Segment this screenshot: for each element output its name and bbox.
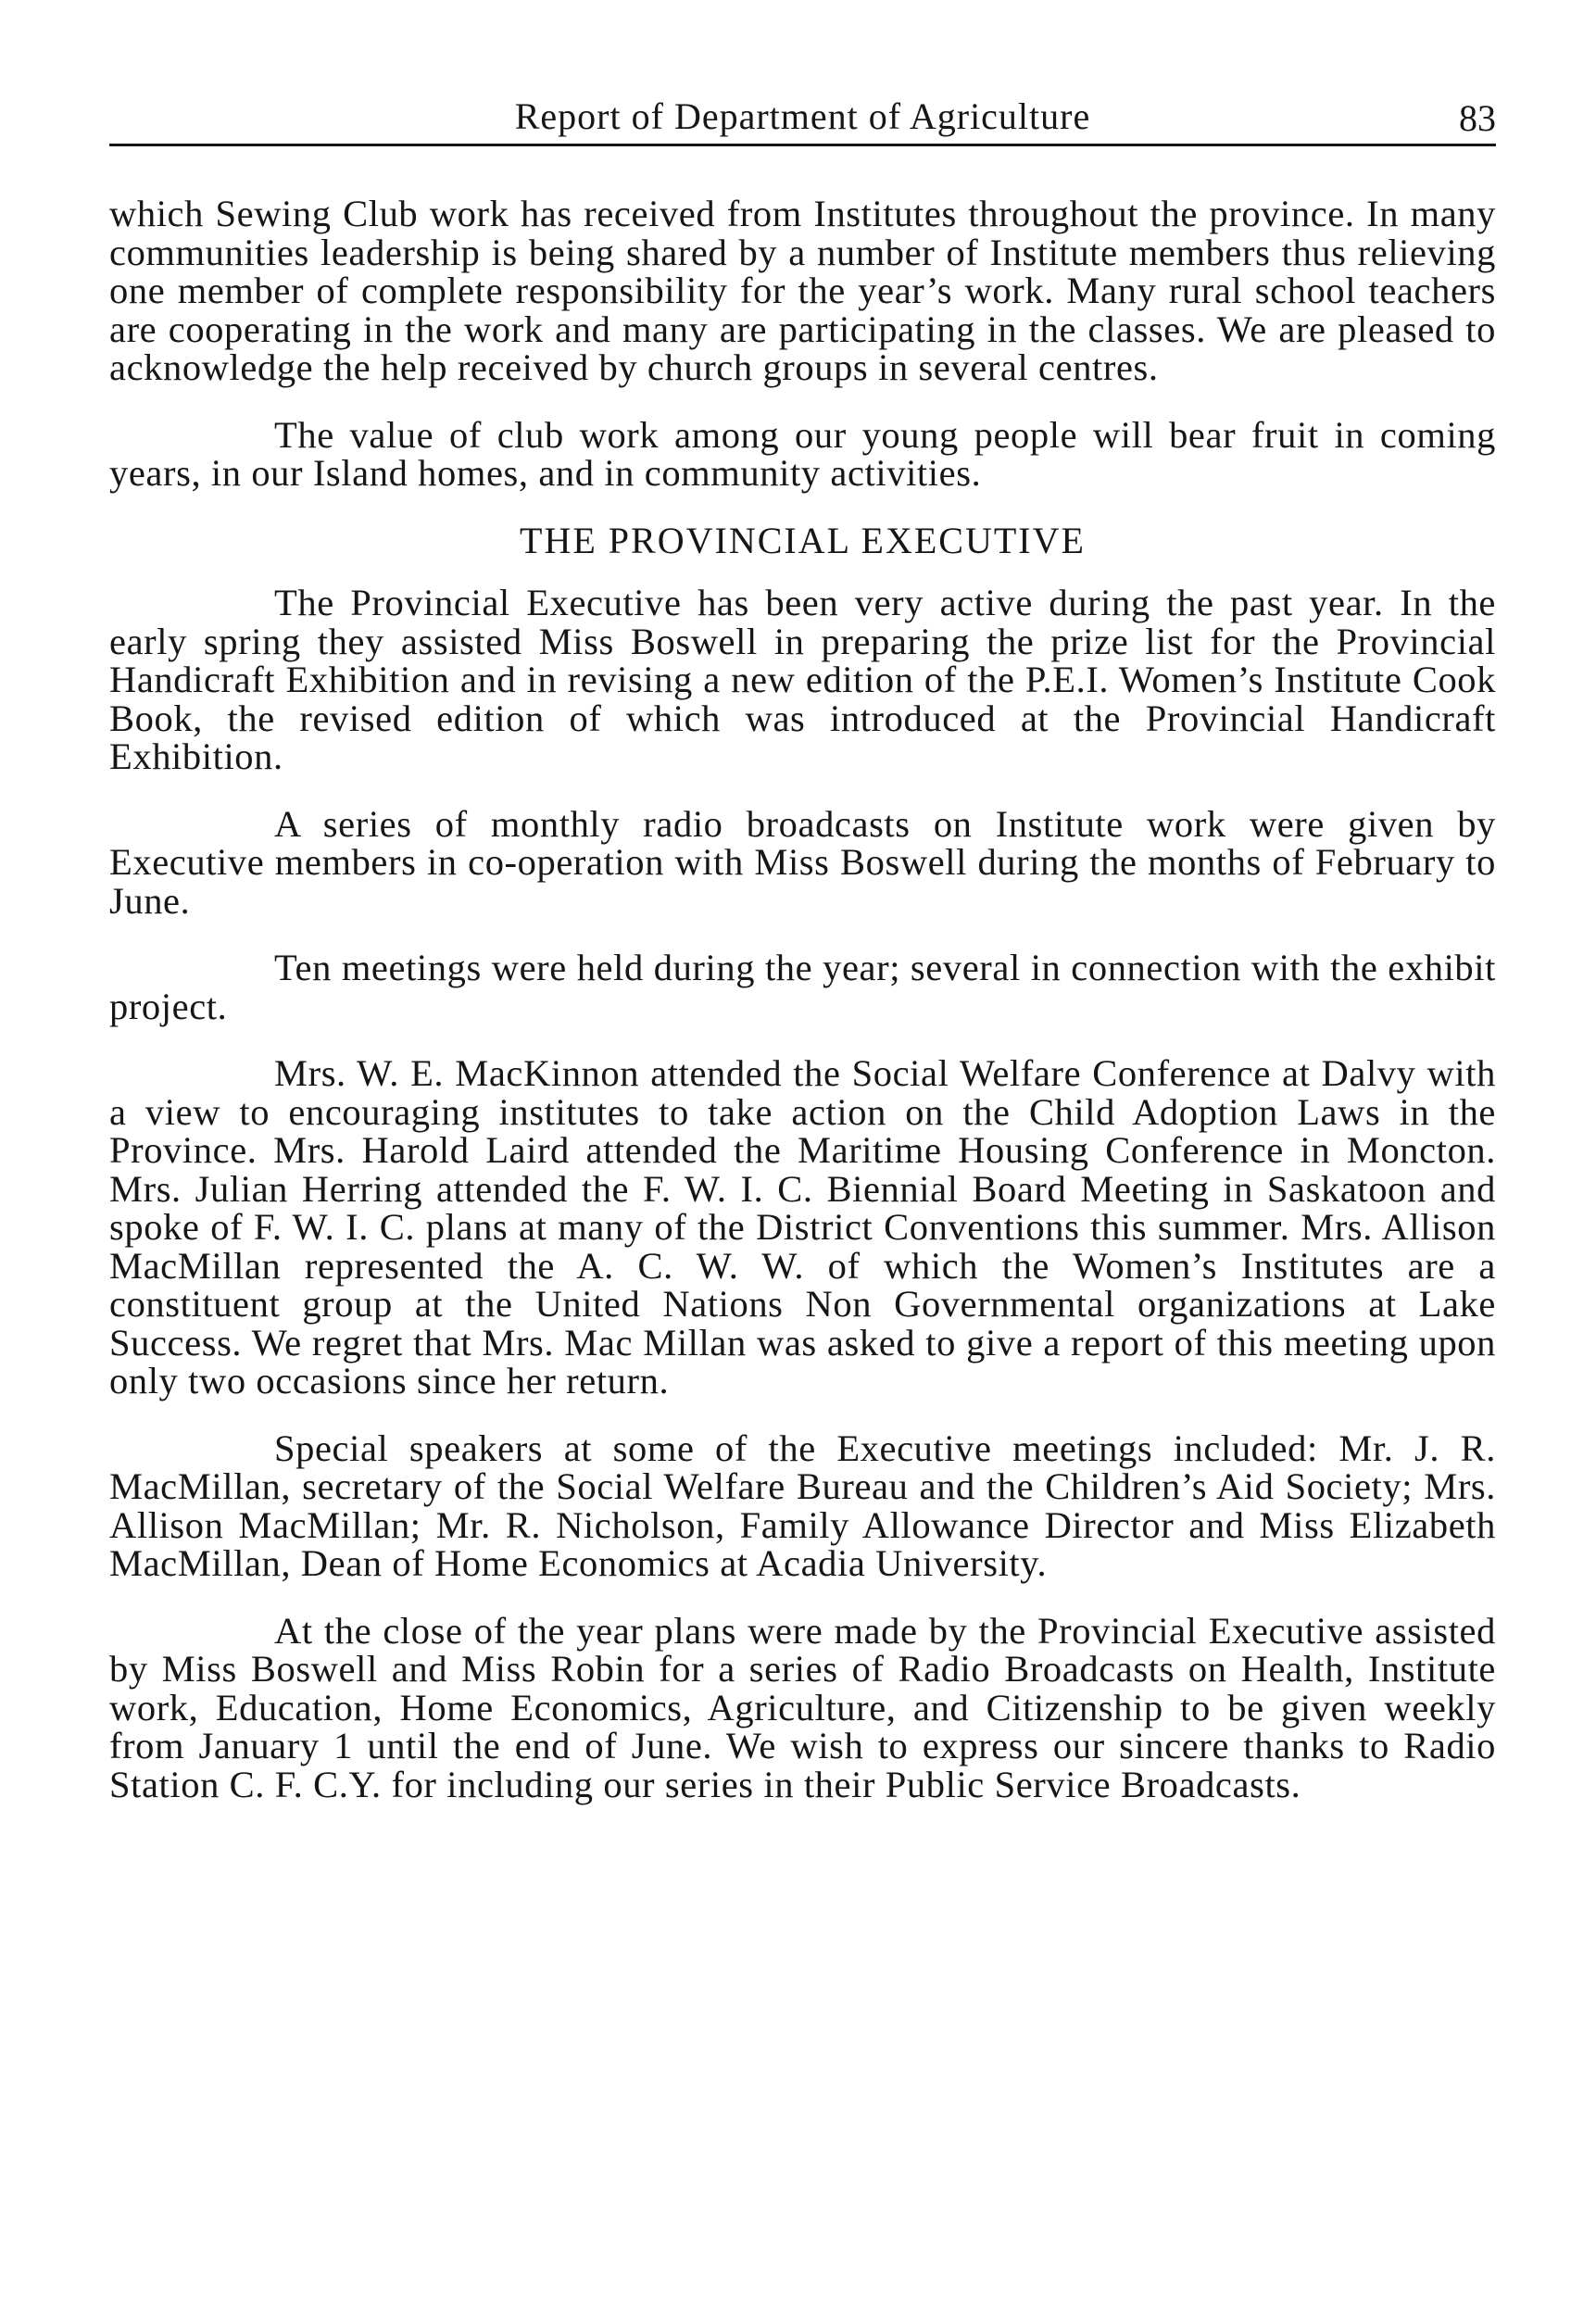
paragraph-year-end-plans: At the close of the year plans were made by the Provincial Executive assisted by Miss Boswell and Miss Robin for a series of Radio Broadcasts on Health, Institute work, Education, Home Economics, Agriculture, and Citizenship to be given weekly from January 1 until the end of June. We wish to express our sincere thanks to Radio Station C. F. C.Y. for including our series in their Public Service Broadcasts. bbox=[109, 1609, 1496, 1805]
running-head bbox=[109, 91, 1496, 143]
section-heading: THE PROVINCIAL EXECUTIVE bbox=[520, 519, 1086, 561]
paragraph-radio-broadcasts: A series of monthly radio broadcasts on Institute work were given by Executive members in co-operation with Miss Boswell during the months of February to June. bbox=[109, 802, 1496, 922]
paragraph-conferences: Mrs. W. E. MacKinnon attended the Social Welfare Conference at Dalvy with a view to encouraging institutes to take action on the Child Adoption Laws in the Province. Mrs. Harold Laird attended the Maritime Housing Conference in Moncton. Mrs. Julian Herring attended the F. W. I. C. Biennial Board Meeting in Saskatoon and spoke of F. W. I. C. plans at many of the District Conventions this summer. Mrs. Allison MacMillan represented the A. C. W. W. of which the Women’s Institutes are a constituent group at the United Nations Non Governmental organizations at Lake Success. We regret that Mrs. Mac Millan was asked to give a report of this meeting upon only two occasions since her return. bbox=[109, 1052, 1496, 1401]
paragraph-meetings: Ten meetings were held during the year; several in connection with the exhibit project. bbox=[109, 947, 1496, 1027]
header-rule bbox=[109, 144, 1496, 146]
paragraph-club-value: The value of club work among our young people will bear fruit in coming years, in our Island homes, and in community activities. bbox=[109, 413, 1496, 494]
page-number: 83 bbox=[1459, 97, 1496, 139]
paragraph-special-speakers: Special speakers at some of the Executive meetings included: Mr. J. R. MacMillan, secretary of the Social Welfare Bureau and the Children’s Aid Society; Mrs. Allison MacMillan; Mr. R. Nicholson, Family Allowance Director and Miss Elizabeth MacMillan, Dean of Home Economics at Acadia University. bbox=[109, 1427, 1496, 1584]
running-title: Report of Department of Agriculture bbox=[514, 95, 1091, 137]
body-text bbox=[109, 195, 1496, 1832]
paragraph-continuation: which Sewing Club work has received from Institutes throughout the province. In many communities leadership is being shared by a number of Institute members thus relieving one member of complete responsibility for the year’s work. Many rural school teachers are cooperating in the work and many are participating in the classes. We are pleased to acknowledge the help received by church groups in several centres. bbox=[109, 193, 1496, 388]
paragraph-executive-activity: The Provincial Executive has been very active during the past year. In the early spring they assisted Miss Boswell in preparing the prize list for the Provincial Handicraft Exhibition and in revising a new edition of the P.E.I. Women’s Institute Cook Book, the revised edition of which was introduced at the Provincial Handicraft Exhibition. bbox=[109, 582, 1496, 777]
